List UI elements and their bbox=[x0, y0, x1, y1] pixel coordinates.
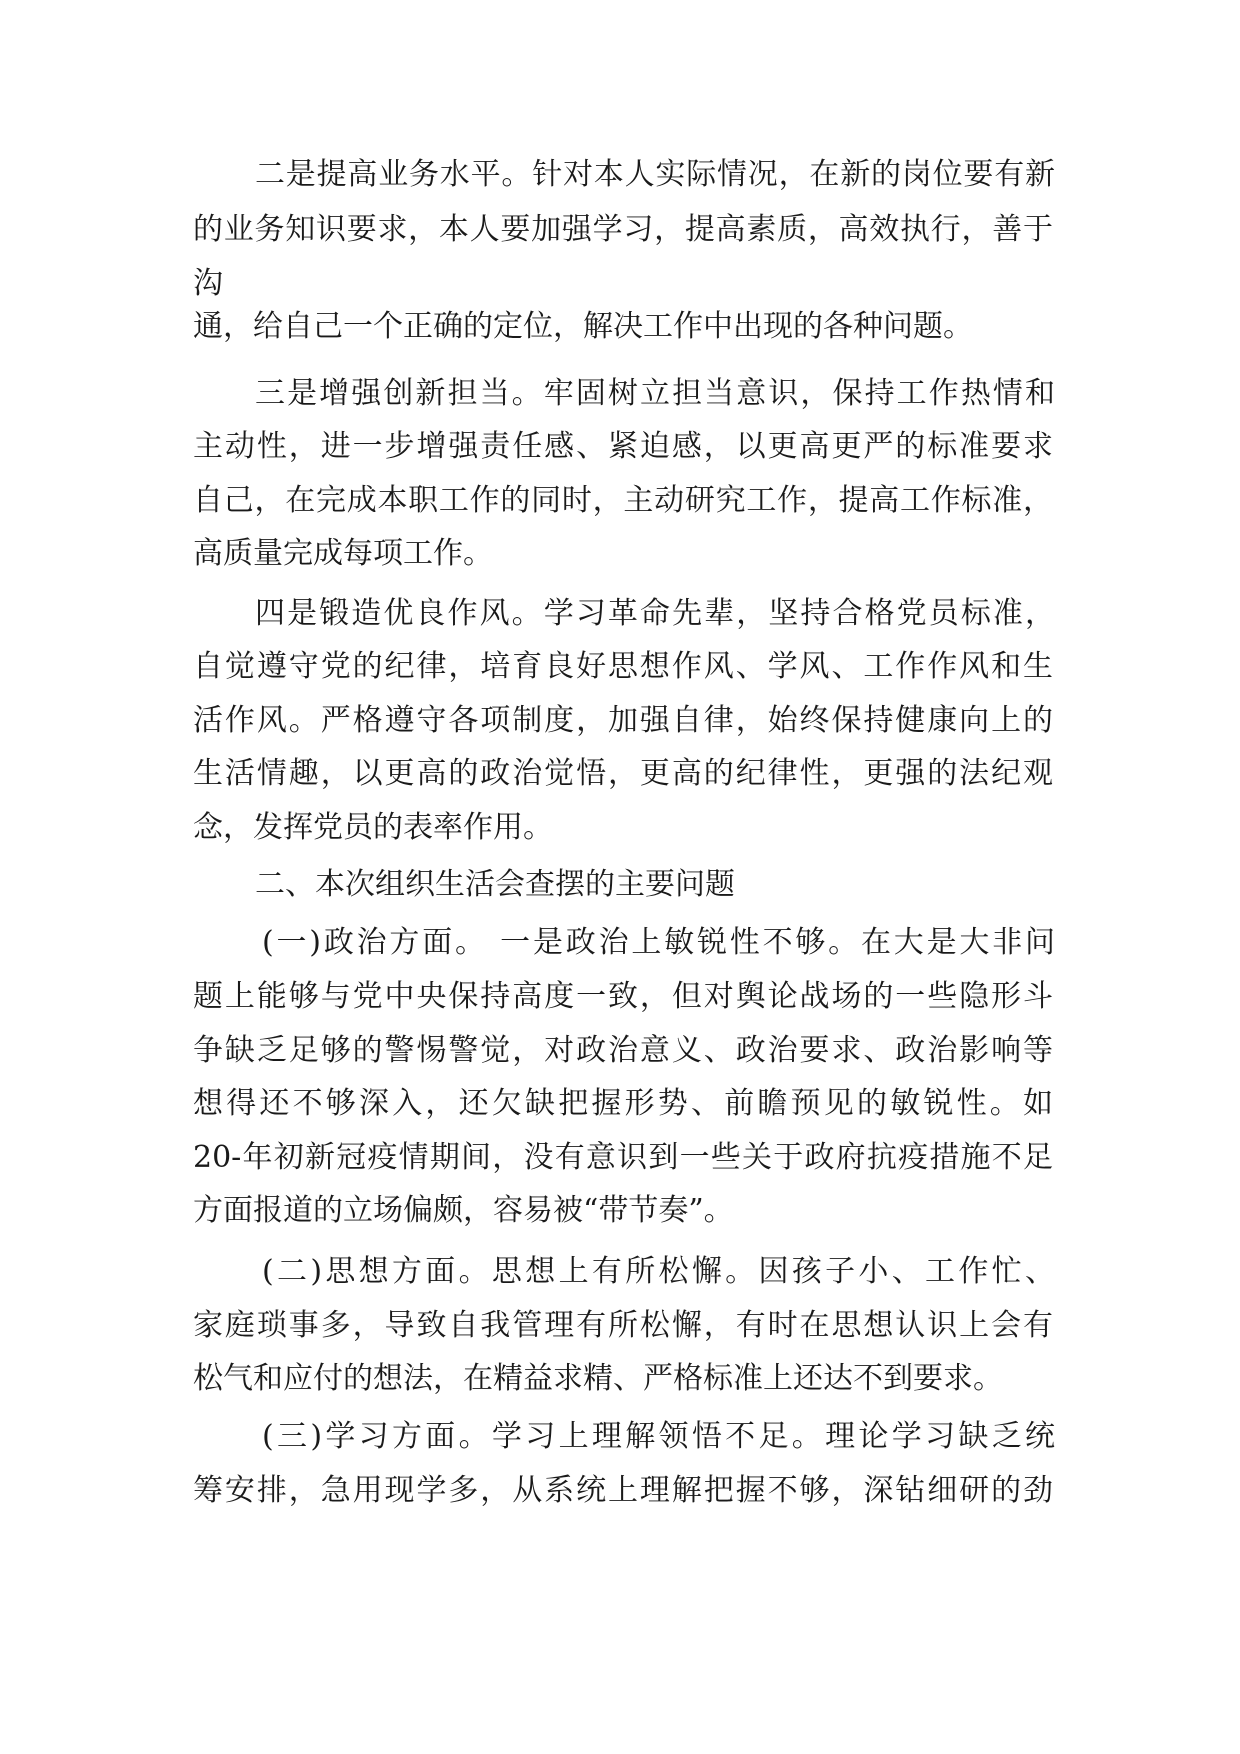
text-line: 争缺乏足够的警惕警觉，对政治意义、政治要求、政治影响等 bbox=[193, 1033, 1053, 1068]
text-line: 筹安排，急用现学多，从系统上理解把握不够，深钻细研的劲 bbox=[193, 1473, 1053, 1508]
text-line: 二是提高业务水平。针对本人实际情况，在新的岗位要有新 bbox=[255, 157, 1055, 192]
text-line: (三)学习方面。学习上理解领悟不足。理论学习缺乏统 bbox=[262, 1419, 1055, 1454]
text-line: 生活情趣，以更高的政治觉悟，更高的纪律性，更强的法纪观 bbox=[193, 756, 1053, 791]
text-line: 四是锻造优良作风。学习革命先辈，坚持合格党员标准， bbox=[255, 596, 1055, 631]
text-line: (二)思想方面。思想上有所松懈。因孩子小、工作忙、 bbox=[262, 1254, 1055, 1289]
text-line: 沟 bbox=[193, 266, 223, 301]
text-line: (一)政治方面。 一是政治上敏锐性不够。在大是大非问 bbox=[262, 925, 1055, 960]
text-line: 家庭琐事多，导致自我管理有所松懈，有时在思想认识上会有 bbox=[193, 1308, 1053, 1343]
text-line: 的业务知识要求，本人要加强学习，提高素质，高效执行，善于 bbox=[193, 212, 1053, 247]
text-line: 20-年初新冠疫情期间，没有意识到一些关于政府抗疫措施不足 bbox=[193, 1140, 1053, 1175]
text-line: 活作风。严格遵守各项制度，加强自律，始终保持健康向上的 bbox=[193, 703, 1053, 738]
text-line: 自觉遵守党的纪律，培育良好思想作风、学风、工作作风和生 bbox=[193, 649, 1053, 684]
text-line: 题上能够与党中央保持高度一致，但对舆论战场的一些隐形斗 bbox=[193, 979, 1053, 1014]
text-line: 高质量完成每项工作。 bbox=[193, 536, 493, 571]
text-line: 松气和应付的想法，在精益求精、严格标准上还达不到要求。 bbox=[193, 1361, 1003, 1396]
text-line: 三是增强创新担当。牢固树立担当意识，保持工作热情和 bbox=[255, 376, 1055, 411]
text-line: 想得还不够深入，还欠缺把握形势、前瞻预见的敏锐性。如 bbox=[193, 1086, 1053, 1121]
text-line: 自己，在完成本职工作的同时，主动研究工作，提高工作标准， bbox=[193, 483, 1053, 518]
text-line: 方面报道的立场偏颇，容易被“带节奏”。 bbox=[193, 1193, 734, 1228]
text-line: 念，发挥党员的表率作用。 bbox=[193, 810, 553, 845]
section-heading: 二、本次组织生活会查摆的主要问题 bbox=[255, 867, 735, 902]
text-line: 主动性，进一步增强责任感、紧迫感，以更高更严的标准要求 bbox=[193, 429, 1053, 464]
text-line: 通，给自己一个正确的定位，解决工作中出现的各种问题。 bbox=[193, 309, 973, 344]
